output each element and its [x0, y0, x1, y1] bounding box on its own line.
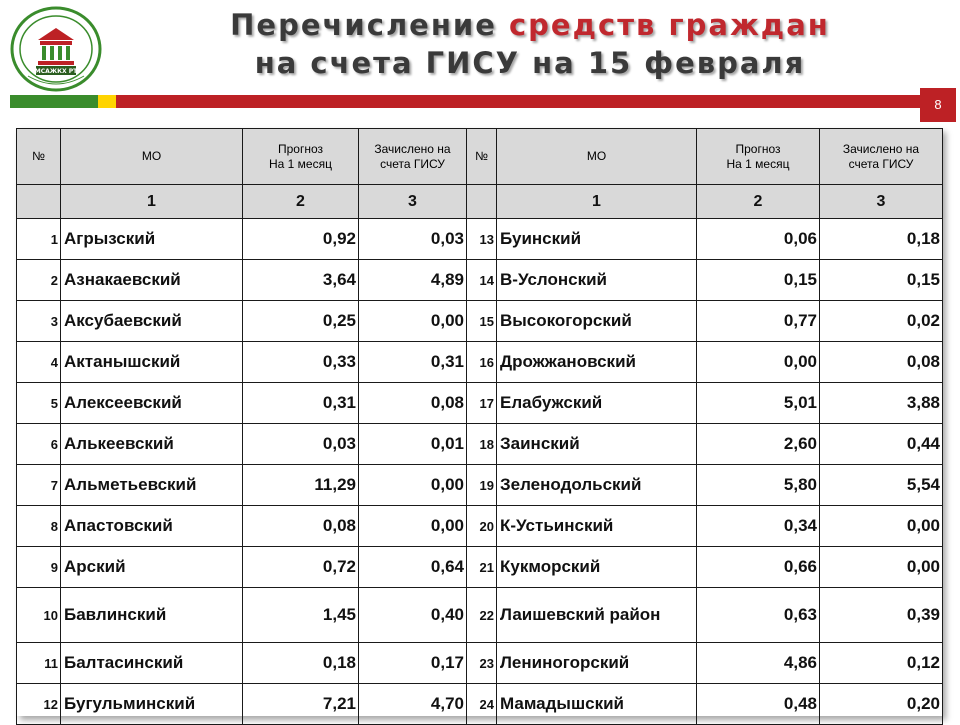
- row-credited-right: 0,44: [820, 424, 943, 465]
- row-num-left: 6: [17, 424, 61, 465]
- row-num-right: 22: [467, 588, 497, 643]
- row-mo-left: Альметьевский: [61, 465, 243, 506]
- row-credited-right: 0,00: [820, 547, 943, 588]
- header-forecast-line2: На 1 месяц: [726, 156, 790, 171]
- row-num-right: 16: [467, 342, 497, 383]
- subheader-col-3: 3: [820, 185, 943, 219]
- row-mo-right: Кукморский: [497, 547, 697, 588]
- row-credited-left: 0,40: [359, 588, 467, 643]
- row-num-right: 14: [467, 260, 497, 301]
- row-credited-left: 4,70: [359, 684, 467, 725]
- row-forecast-left: 0,08: [243, 506, 359, 547]
- row-num-right: 19: [467, 465, 497, 506]
- row-forecast-right: 0,15: [697, 260, 820, 301]
- row-forecast-left: 0,25: [243, 301, 359, 342]
- row-mo-left: Бугульминский: [61, 684, 243, 725]
- transfers-table: [16, 128, 943, 725]
- row-credited-left: 0,17: [359, 643, 467, 684]
- row-num-left: 5: [17, 383, 61, 424]
- row-forecast-left: 7,21: [243, 684, 359, 725]
- row-credited-right: 3,88: [820, 383, 943, 424]
- row-mo-left: Аксубаевский: [61, 301, 243, 342]
- row-credited-right: 0,18: [820, 219, 943, 260]
- header-credited-line2: счета ГИСУ: [848, 156, 914, 171]
- row-credited-left: 0,00: [359, 301, 467, 342]
- row-mo-left: Бавлинский: [61, 588, 243, 643]
- subheader-col-1: 1: [497, 185, 697, 219]
- header-forecast-line2: На 1 месяц: [269, 156, 332, 171]
- row-forecast-left: 0,92: [243, 219, 359, 260]
- subheader-empty: [17, 185, 61, 219]
- row-forecast-left: 0,72: [243, 547, 359, 588]
- row-num-left: 9: [17, 547, 61, 588]
- row-forecast-right: 0,63: [697, 588, 820, 643]
- row-num-left: 3: [17, 301, 61, 342]
- row-credited-right: 0,15: [820, 260, 943, 301]
- row-credited-right: 0,08: [820, 342, 943, 383]
- header-credited-line1: Зачислено на: [374, 141, 451, 156]
- header-credited-line1: Зачислено на: [842, 141, 920, 156]
- row-forecast-right: 5,80: [697, 465, 820, 506]
- row-mo-right: Елабужский: [497, 383, 697, 424]
- header-forecast-left: [243, 129, 359, 185]
- row-mo-right: Заинский: [497, 424, 697, 465]
- table-row: [17, 301, 943, 342]
- header-credited-line2: счета ГИСУ: [380, 156, 445, 171]
- table-row: [17, 684, 943, 725]
- table-row: [17, 465, 943, 506]
- subheader-empty: [467, 185, 497, 219]
- row-credited-right: 0,39: [820, 588, 943, 643]
- row-num-right: 24: [467, 684, 497, 725]
- row-forecast-right: 2,60: [697, 424, 820, 465]
- row-mo-left: Агрызский: [61, 219, 243, 260]
- row-credited-left: 0,00: [359, 465, 467, 506]
- row-mo-right: В-Услонский: [497, 260, 697, 301]
- header-mo-right: МО: [497, 129, 697, 185]
- row-num-right: 17: [467, 383, 497, 424]
- row-num-right: 23: [467, 643, 497, 684]
- row-forecast-left: 11,29: [243, 465, 359, 506]
- table-row: [17, 383, 943, 424]
- table-row: [17, 588, 943, 643]
- stripe-green: [10, 95, 98, 108]
- page-number: 8: [920, 88, 956, 122]
- table-row: [17, 219, 943, 260]
- header-num-right: №: [467, 129, 497, 185]
- row-mo-left: Алексеевский: [61, 383, 243, 424]
- title-line-1-dark: Перечисление: [230, 8, 509, 42]
- row-num-right: 18: [467, 424, 497, 465]
- row-credited-left: 0,64: [359, 547, 467, 588]
- stripe-yellow: [98, 95, 116, 108]
- row-mo-right: Лаишевский район: [497, 588, 697, 643]
- row-forecast-left: 0,33: [243, 342, 359, 383]
- row-forecast-left: 0,31: [243, 383, 359, 424]
- subheader-col-2: 2: [697, 185, 820, 219]
- row-mo-left: Апастовский: [61, 506, 243, 547]
- table-row: [17, 506, 943, 547]
- row-mo-right: Высокогорский: [497, 301, 697, 342]
- row-forecast-right: 0,34: [697, 506, 820, 547]
- row-credited-left: 0,08: [359, 383, 467, 424]
- row-credited-left: 0,31: [359, 342, 467, 383]
- header-forecast-line1: Прогноз: [735, 141, 781, 156]
- row-forecast-left: 0,03: [243, 424, 359, 465]
- row-num-left: 12: [17, 684, 61, 725]
- row-credited-right: 0,02: [820, 301, 943, 342]
- subheader-col-3: 3: [359, 185, 467, 219]
- row-forecast-right: 0,77: [697, 301, 820, 342]
- row-num-left: 8: [17, 506, 61, 547]
- table-row: [17, 547, 943, 588]
- row-credited-right: 0,20: [820, 684, 943, 725]
- header-num-left: №: [17, 129, 61, 185]
- row-credited-left: 4,89: [359, 260, 467, 301]
- header-credited-left: [359, 129, 467, 185]
- row-num-left: 11: [17, 643, 61, 684]
- row-num-right: 13: [467, 219, 497, 260]
- svg-text:МСАЖКХ РТ: МСАЖКХ РТ: [34, 68, 78, 75]
- row-mo-right: Лениногорский: [497, 643, 697, 684]
- row-credited-right: 5,54: [820, 465, 943, 506]
- row-mo-right: Зеленодольский: [497, 465, 697, 506]
- table-row: [17, 342, 943, 383]
- row-mo-left: Алькеевский: [61, 424, 243, 465]
- row-num-right: 15: [467, 301, 497, 342]
- subheader-col-1: 1: [61, 185, 243, 219]
- table-row: [17, 260, 943, 301]
- subheader-col-2: 2: [243, 185, 359, 219]
- table-header-row: [17, 129, 943, 185]
- row-credited-left: 0,01: [359, 424, 467, 465]
- row-mo-left: Арский: [61, 547, 243, 588]
- transfers-table-wrap: [16, 128, 942, 716]
- row-forecast-left: 3,64: [243, 260, 359, 301]
- row-credited-left: 0,00: [359, 506, 467, 547]
- row-num-left: 2: [17, 260, 61, 301]
- row-mo-right: Дрожжановский: [497, 342, 697, 383]
- row-mo-left: Актанышский: [61, 342, 243, 383]
- row-forecast-right: 0,00: [697, 342, 820, 383]
- row-num-right: 21: [467, 547, 497, 588]
- title-line-1: [130, 6, 930, 44]
- row-mo-right: Буинский: [497, 219, 697, 260]
- row-credited-left: 0,03: [359, 219, 467, 260]
- table-subheader-row: [17, 185, 943, 219]
- slide-title: [130, 6, 930, 82]
- stripe-red: [116, 95, 942, 108]
- row-credited-right: 0,12: [820, 643, 943, 684]
- row-mo-right: К-Устьинский: [497, 506, 697, 547]
- row-credited-right: 0,00: [820, 506, 943, 547]
- ministry-logo: [8, 6, 104, 92]
- row-num-right: 20: [467, 506, 497, 547]
- row-forecast-right: 0,66: [697, 547, 820, 588]
- row-forecast-right: 0,06: [697, 219, 820, 260]
- row-forecast-right: 4,86: [697, 643, 820, 684]
- row-forecast-left: 1,45: [243, 588, 359, 643]
- row-num-left: 7: [17, 465, 61, 506]
- row-mo-right: Мамадышский: [497, 684, 697, 725]
- row-mo-left: Балтасинский: [61, 643, 243, 684]
- header-credited-right: [820, 129, 943, 185]
- row-num-left: 4: [17, 342, 61, 383]
- title-line-2: на счета ГИСУ на 15 февраля: [254, 46, 806, 80]
- row-num-left: 1: [17, 219, 61, 260]
- title-line-1-red: средств граждан: [508, 8, 830, 42]
- row-forecast-left: 0,18: [243, 643, 359, 684]
- row-forecast-right: 5,01: [697, 383, 820, 424]
- header-forecast-right: [697, 129, 820, 185]
- row-forecast-right: 0,48: [697, 684, 820, 725]
- row-num-left: 10: [17, 588, 61, 643]
- table-row: [17, 424, 943, 465]
- header-forecast-line1: Прогноз: [277, 141, 324, 156]
- table-row: [17, 643, 943, 684]
- header-mo-left: МО: [61, 129, 243, 185]
- row-mo-left: Азнакаевский: [61, 260, 243, 301]
